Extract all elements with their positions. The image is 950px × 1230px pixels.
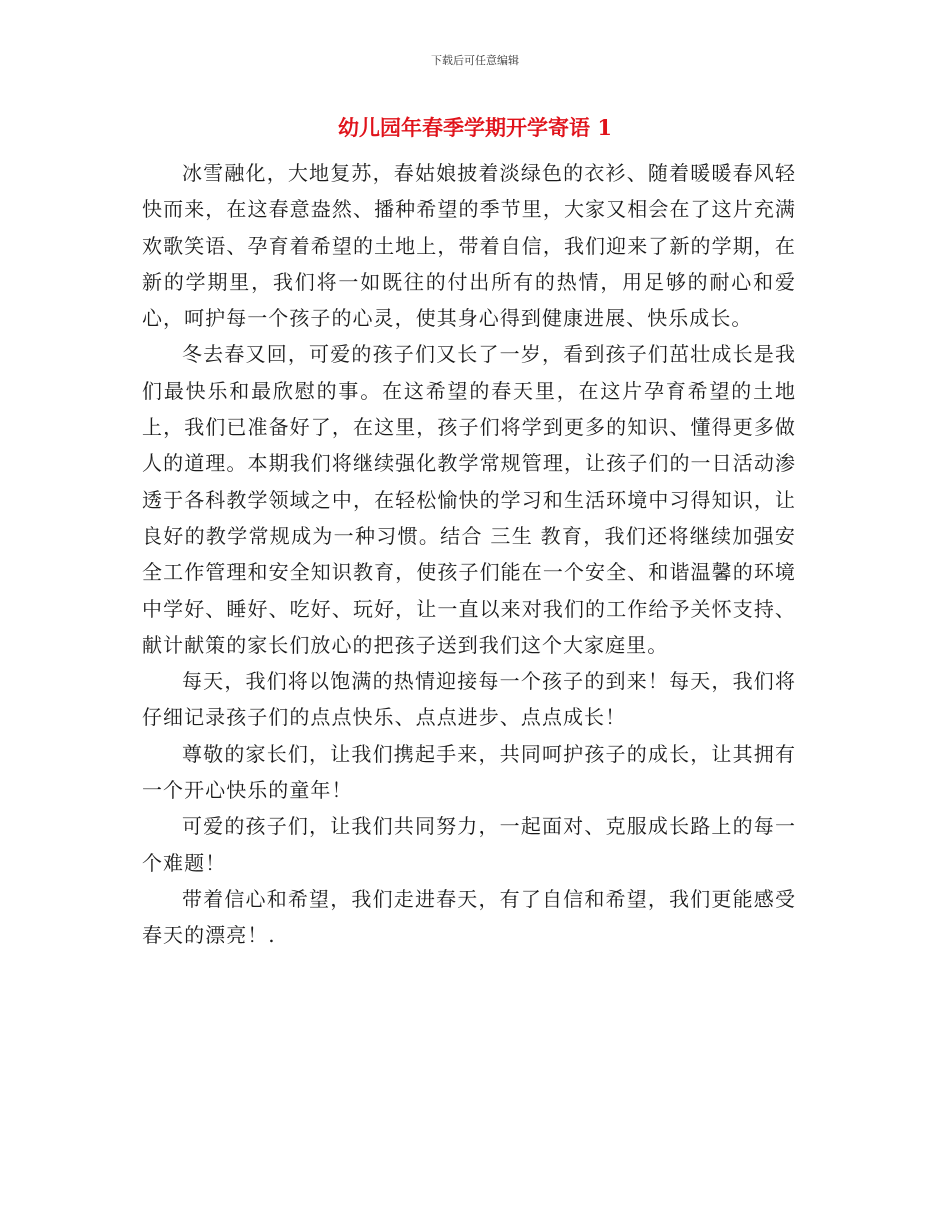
body-paragraph: 每天，我们将以饱满的热情迎接每一个孩子的到来！每天，我们将仔细记录孩子们的点点快乐、点点进步、点点成长！ [142, 669, 796, 730]
body-paragraph: 冬去春又回，可爱的孩子们又长了一岁，看到孩子们茁壮成长是我们最快乐和最欣慰的事。在这希望的春天里，在这片孕育希望的土地上，我们已准备好了，在这里，孩子们将学到更多的知识、懂得更多做人的道理。本期我们将继续强化教学常规管理，让孩子们的一日活动渗透于各科教学领域之中，在轻松愉快的学习和生活环境中习得知识，让良好的教学常规成为一种习惯。结合 三生 教育，我们还将继续加强安全工作管理和安全知识教育，使孩子们能在一个安全、和谐温馨的环境中学好、睡好、吃好、玩好，让一直以来对我们的工作给予关怀支持、献计献策的家长们放心的把孩子送到我们这个大家庭里。 [142, 342, 796, 657]
body-paragraph: 带着信心和希望，我们走进春天，有了自信和希望，我们更能感受春天的漂亮！. [142, 886, 796, 948]
body-paragraph: 可爱的孩子们，让我们共同努力，一起面对、克服成长路上的每一个难题！ [142, 814, 796, 875]
document-title: 幼儿园年春季学期开学寄语 1 [338, 115, 612, 140]
document-body [142, 155, 796, 954]
body-paragraph: 尊敬的家长们，让我们携起手来，共同呵护孩子的成长，让其拥有一个开心快乐的童年！ [142, 741, 796, 803]
body-paragraph: 冰雪融化，大地复苏，春姑娘披着淡绿色的衣衫、随着暖暖春风轻快而来，在这春意盎然、播种希望的季节里，大家又相会在了这片充满欢歌笑语、孕育着希望的土地上，带着自信，我们迎来了新的学期，在新的学期里，我们将一如既往的付出所有的热情，用足够的耐心和爱心，呵护每一个孩子的心灵，使其身心得到健康进展、快乐成长。 [142, 161, 796, 331]
page-header: 下载后可任意编辑 [431, 54, 519, 67]
